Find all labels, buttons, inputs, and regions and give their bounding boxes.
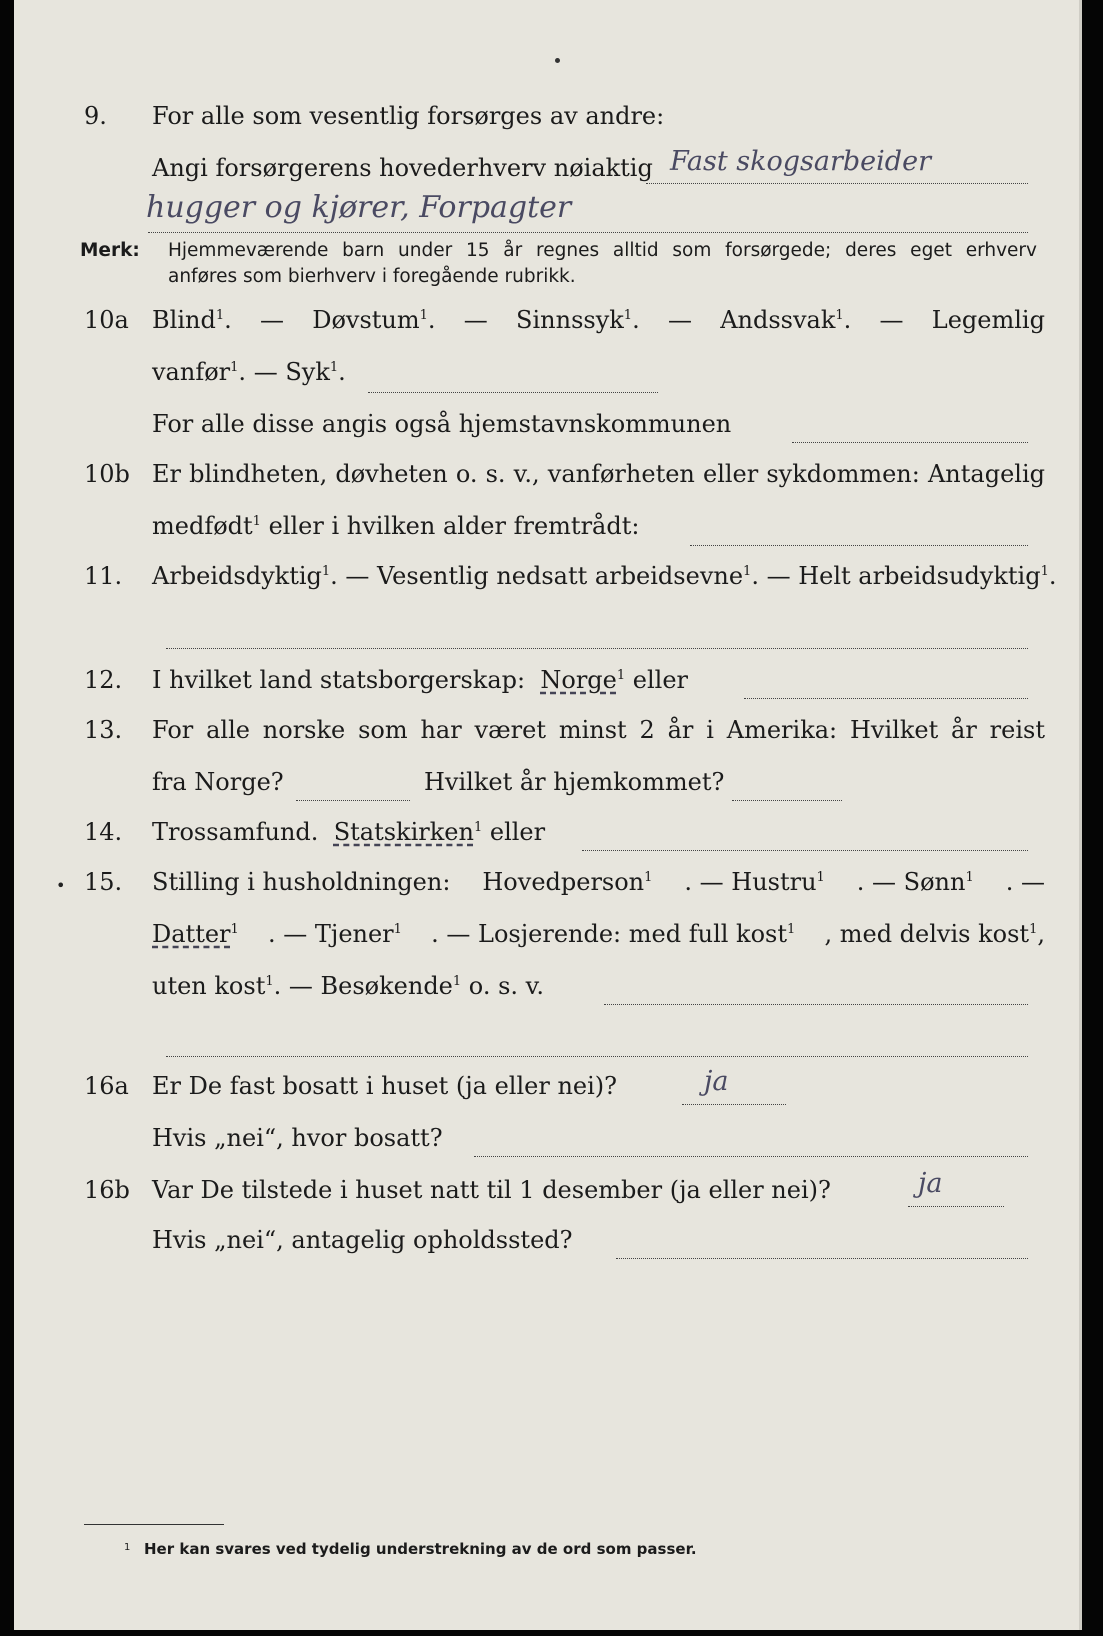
q14-answer-line[interactable] xyxy=(582,850,1028,851)
merk-label: Merk: xyxy=(80,240,140,261)
q13-number: 13. xyxy=(84,716,123,744)
opt-arbeidsdyktig[interactable]: Arbeidsdyktig xyxy=(152,562,322,590)
q9-handwritten-2: hugger og kjører, Forpagter xyxy=(146,190,572,225)
opt-legemlig[interactable]: Legemlig xyxy=(931,306,1045,334)
q9-answer-line-1[interactable] xyxy=(646,183,1028,184)
opt-tjener[interactable]: . — Tjener$^1$ xyxy=(267,920,402,948)
q11-answer-line[interactable] xyxy=(166,648,1028,649)
opt-blind[interactable]: Blind$^1$. xyxy=(152,306,232,334)
opt-delvis-kost[interactable]: , med delvis kost$^1$, xyxy=(824,920,1045,948)
merk-text-1: Hjemmeværende barn under 15 år regnes alltid som forsørgede; deres eget erhverv xyxy=(168,240,1037,261)
q13-text-2a: fra Norge? xyxy=(152,768,284,796)
opt-full-kost[interactable]: . — Losjerende: med full kost$^1$ xyxy=(431,920,796,948)
footnote-mark: 1 xyxy=(124,1542,131,1553)
dash: — xyxy=(463,306,488,334)
q16b-text-2: Hvis „nei“, antagelig opholdssted? xyxy=(152,1226,573,1254)
dash: — xyxy=(259,306,284,334)
q10a-text-3: For alle disse angis også hjemstavnskommunen xyxy=(152,410,732,438)
q14-text: Trossamfund. Statskirken$^1$ eller xyxy=(152,818,546,846)
q9-handwritten-1: Fast skogsarbeider xyxy=(670,146,931,177)
q15-answer-line-1[interactable] xyxy=(604,1004,1028,1005)
q16b-answer-line-1[interactable] xyxy=(908,1206,1004,1207)
q10a-text-2: vanfør$^1$. — Syk$^1$. xyxy=(152,358,346,386)
opt-sonn[interactable]: . — Sønn$^1$ xyxy=(856,868,974,896)
q16a-answer-line-1[interactable] xyxy=(682,1104,786,1105)
q16a-number: 16a xyxy=(84,1072,129,1100)
dash: — xyxy=(879,306,904,334)
opt-besokende[interactable]: . — Besøkende xyxy=(273,972,453,1000)
q10b-number: 10b xyxy=(84,460,130,488)
footnote-text: Her kan svares ved tydelig understrekning av de ord som passer. xyxy=(144,1540,697,1558)
q13-answer-line-2[interactable] xyxy=(732,800,842,801)
q16a-text-1: Er De fast bosatt i huset (ja eller nei)? xyxy=(152,1072,618,1100)
q11-text: Arbeidsdyktig$^1$. — Vesentlig nedsatt arbeidsevne$^1$. — Helt arbeidsudyktig$^1$. xyxy=(152,562,1057,590)
q14-number: 14. xyxy=(84,818,123,846)
q12-answer-line[interactable] xyxy=(744,698,1028,699)
q10b-text-1: Er blindheten, døvheten o. s. v., vanførheten eller sykdommen: Antagelig xyxy=(152,460,1045,488)
opt-andssvak[interactable]: Andssvak$^1$. xyxy=(720,306,852,334)
q12-number: 12. xyxy=(84,666,123,694)
census-form-page xyxy=(14,0,1082,1630)
q9-number: 9. xyxy=(84,102,107,130)
q16b-number: 16b xyxy=(84,1176,130,1204)
q15-text-1: Stilling i husholdningen: Hovedperson$^1$ . — Hustru$^1$ . — Sønn$^1$ . — xyxy=(152,868,1045,896)
q9-text-2: Angi forsørgerens hovederhverv nøiaktig xyxy=(152,154,653,182)
merk-text-2: anføres som bierhverv i foregående rubrikk. xyxy=(168,266,576,287)
q10a-number: 10a xyxy=(84,306,129,334)
opt-hovedperson[interactable]: Hovedperson$^1$ xyxy=(482,868,653,896)
q16b-text-1: Var De tilstede i huset natt til 1 desember (ja eller nei)? xyxy=(152,1176,831,1204)
opt-uten-kost[interactable]: uten kost xyxy=(152,972,266,1000)
q16a-answer-line-2[interactable] xyxy=(474,1156,1028,1157)
q9-answer-line-2[interactable] xyxy=(148,232,1028,233)
q10a-answer-line-2[interactable] xyxy=(792,442,1028,443)
opt-sinnssyk[interactable]: Sinnssyk$^1$. xyxy=(516,306,640,334)
q16b-handwritten: ja xyxy=(918,1168,943,1199)
q10a-answer-line-1[interactable] xyxy=(368,392,658,393)
q13-answer-line-1[interactable] xyxy=(296,800,410,801)
q11-number: 11. xyxy=(84,562,123,590)
top-mark xyxy=(555,58,560,63)
opt-dovstum[interactable]: Døvstum$^1$. xyxy=(312,306,436,334)
opt-statskirken-underlined[interactable]: Statskirken xyxy=(333,818,474,846)
q10a-options xyxy=(152,306,1045,334)
opt-datter-underlined[interactable]: Datter$^1$ xyxy=(152,920,239,948)
q9-text-1: For alle som vesentlig forsørges av andre: xyxy=(152,102,665,130)
opt-vanfor[interactable]: vanfør xyxy=(152,358,231,386)
q10b-answer-line[interactable] xyxy=(690,545,1028,546)
q13-text-1: For alle norske som har været minst 2 år i Amerika: Hvilket år reist xyxy=(152,716,1045,744)
opt-syk[interactable]: — Syk xyxy=(253,358,330,386)
q16a-handwritten: ja xyxy=(704,1066,729,1097)
margin-bullet: • xyxy=(56,876,66,895)
q13-text-2b: Hvilket år hjemkommet? xyxy=(424,768,725,796)
dash: — xyxy=(667,306,692,334)
q12-text: I hvilket land statsborgerskap: Norge$^1$ eller xyxy=(152,666,689,694)
q15-answer-line-2[interactable] xyxy=(166,1056,1028,1057)
q15-number: 15. xyxy=(84,868,123,896)
q10b-text-2: medfødt$^1$ eller i hvilken alder fremtrådt: xyxy=(152,512,640,540)
q16b-answer-line-2[interactable] xyxy=(616,1258,1028,1259)
opt-hustru[interactable]: . — Hustru$^1$ xyxy=(684,868,825,896)
q15-text-3: uten kost$^1$. — Besøkende$^1$ o. s. v. xyxy=(152,972,544,1000)
opt-norge-underlined[interactable]: Norge xyxy=(540,666,617,694)
footnote-rule xyxy=(84,1524,224,1525)
opt-udyktig[interactable]: . — Helt arbeidsudyktig xyxy=(751,562,1041,590)
q15-text-2 xyxy=(152,920,1045,948)
opt-nedsatt[interactable]: . — Vesentlig nedsatt arbeidsevne xyxy=(330,562,744,590)
q16a-text-2: Hvis „nei“, hvor bosatt? xyxy=(152,1124,443,1152)
